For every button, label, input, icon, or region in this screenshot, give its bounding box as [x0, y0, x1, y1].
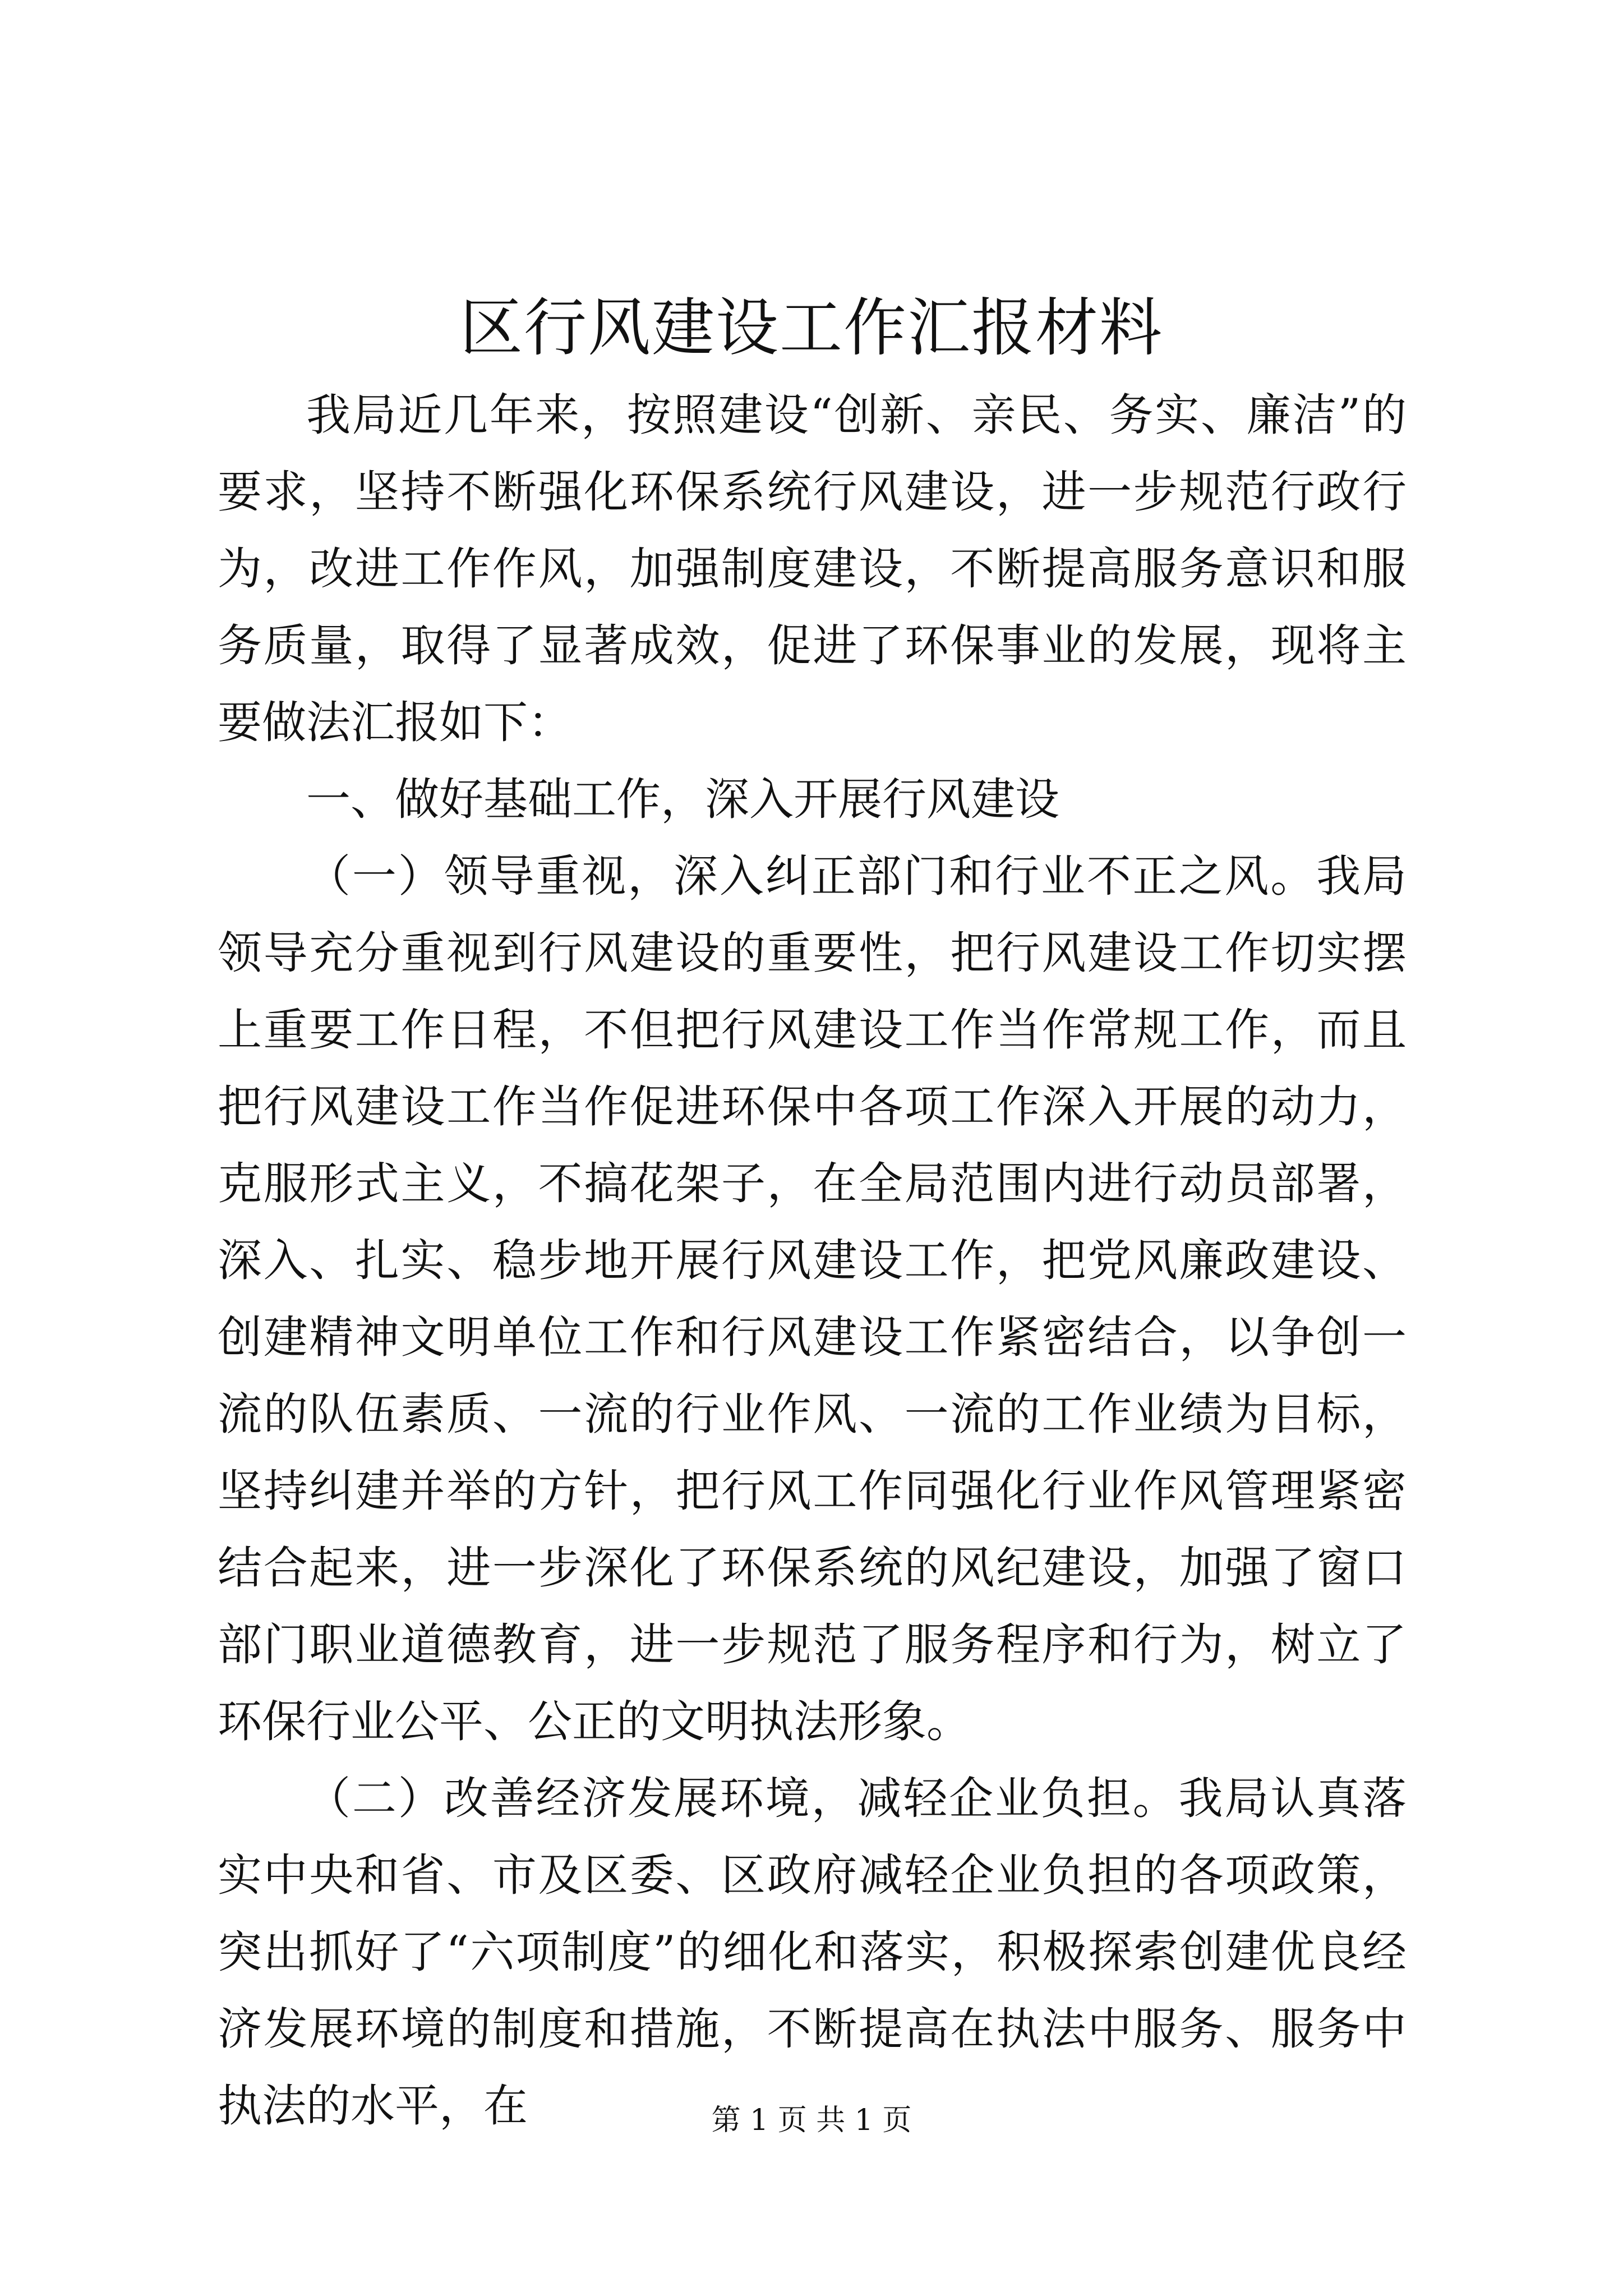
document-title: 区行风建设工作汇报材料: [460, 292, 1163, 365]
subsection-paragraph-1: （一）领导重视，深入纠正部门和行业不正之风。我局领导充分重视到行风建设的重要性，把行风建设工作切实摆上重要工作日程，不但把行风建设工作当作常规工作，而且把行风建设工作当作促进环保中各项工作深入开展的动力，克服形式主义，不搞花架子，在全局范围内进行动员部署，深入、扎实、稳步地开展行风建设工作，把党风廉政建设、创建精神文明单位工作和行风建设工作紧密结合，以争创一流的队伍素质、一流的行业作风、一流的工作业绩为目标，坚持纠建并举的方针，把行风工作同强化行业作风管理紧密结合起来，进一步深化了环保系统的风纪建设，加强了窗口部门职业道德教育，进一步规范了服务程序和行为，树立了环保行业公平、公正的文明执法形象。: [218, 850, 1407, 1747]
intro-paragraph: 我局近几年来，按照建设“创新、亲民、务实、廉洁”的要求，坚持不断强化环保系统行风建设，进一步规范行政行为，改进工作作风，加强制度建设，不断提高服务意识和服务质量，取得了显著成效，促进了环保事业的发展，现将主要做法汇报如下：: [218, 389, 1407, 748]
section-heading-1: 一、做好基础工作，深入开展行风建设: [306, 774, 1059, 825]
subsection-paragraph-2: （二）改善经济发展环境，减轻企业负担。我局认真落实中央和省、市及区委、区政府减轻企业负担的各项政策，突出抓好了“六项制度”的细化和落实，积极探索创建优良经济发展环境的制度和措施，不断提高在执法中服务、服务中执法的水平，在: [218, 1773, 1407, 2132]
page-footer: 第 1 页 共 1 页: [711, 2104, 912, 2137]
document-body: [218, 377, 1407, 2145]
